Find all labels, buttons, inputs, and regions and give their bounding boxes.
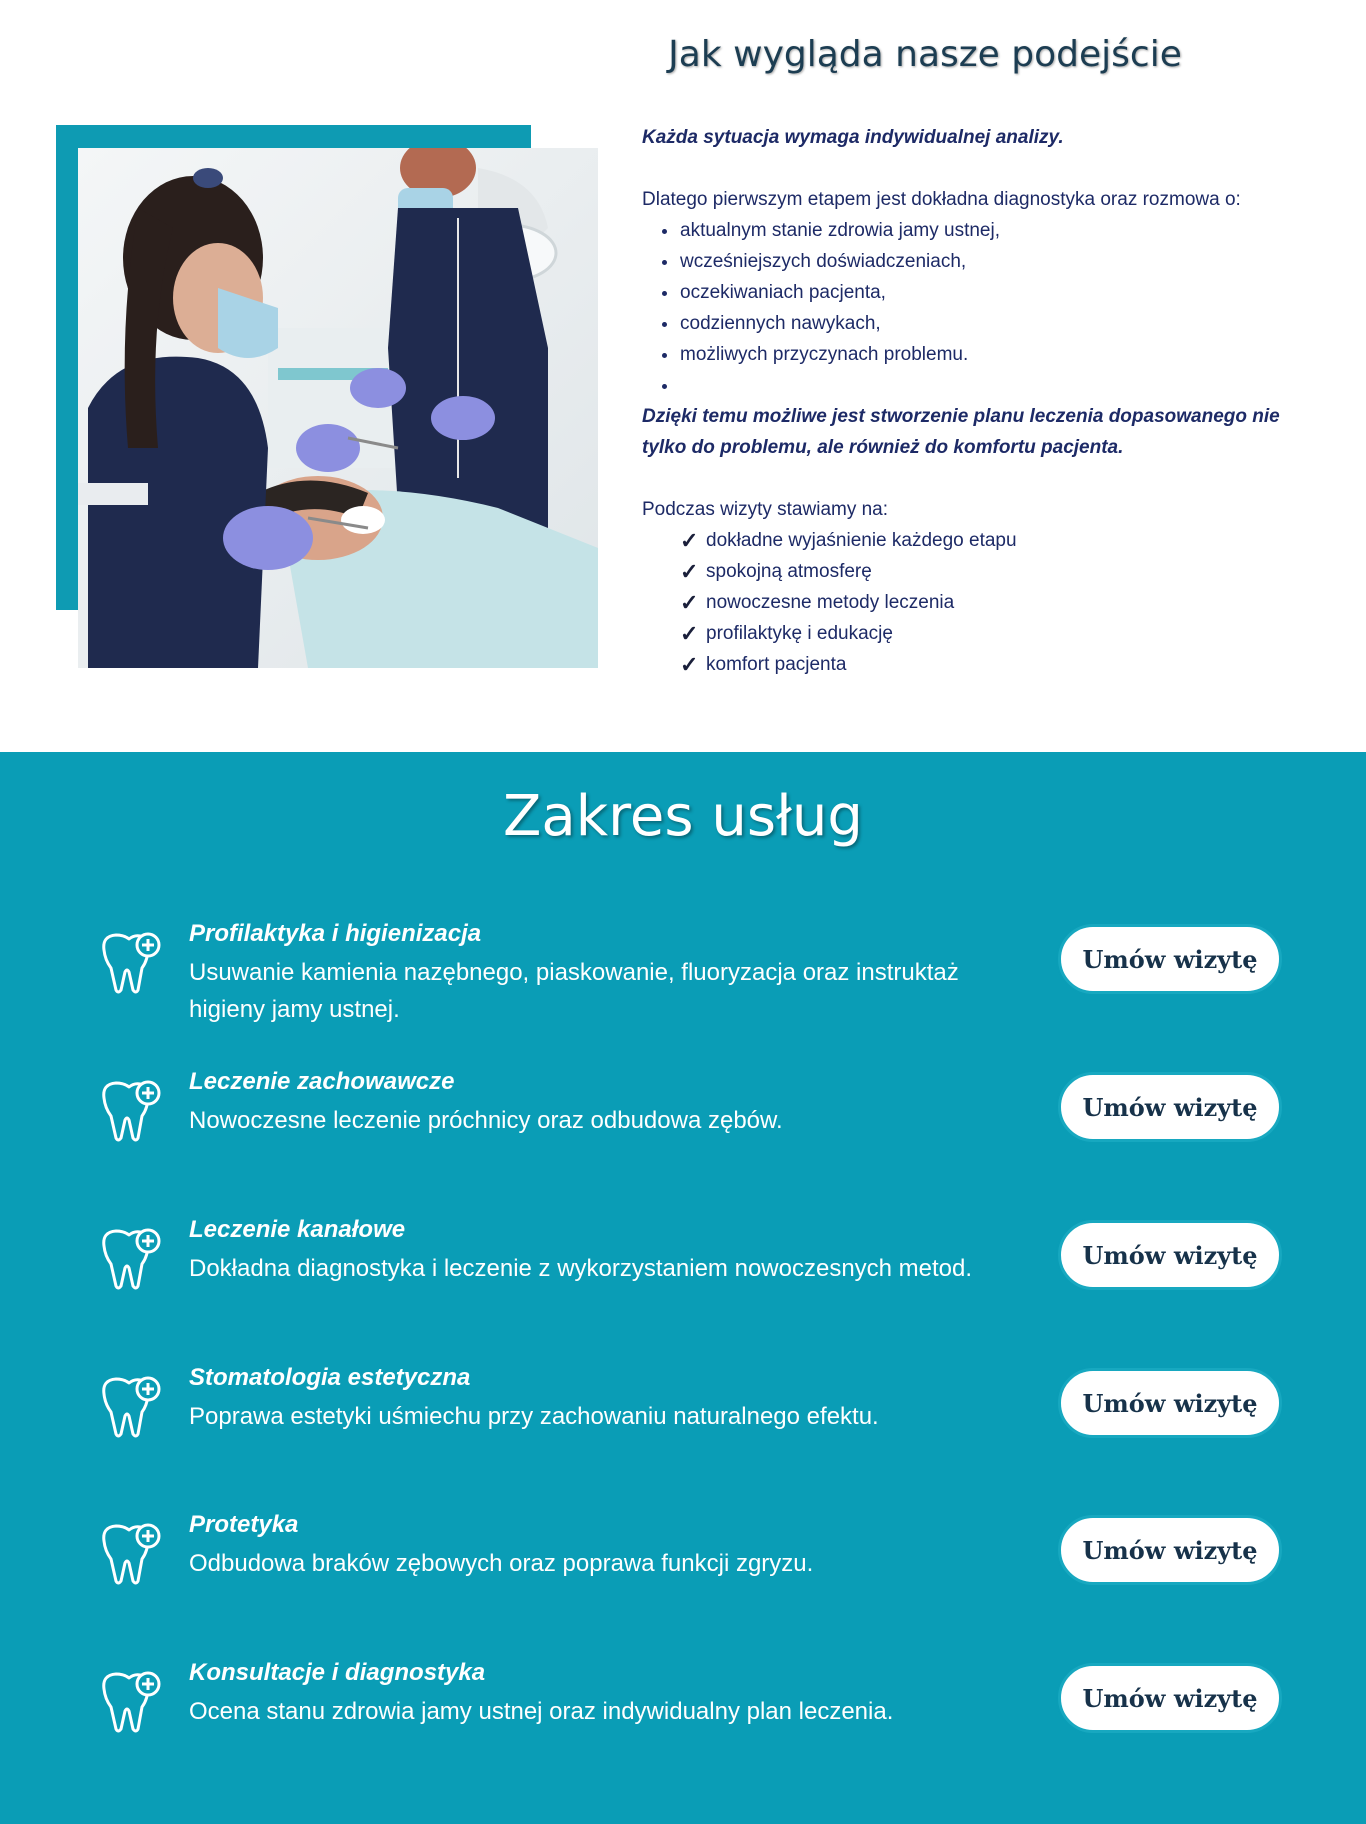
tooth-plus-icon bbox=[96, 928, 166, 998]
service-description: Ocena stanu zdrowia jamy ustnej oraz indywidualny plan leczenia. bbox=[189, 1698, 894, 1725]
approach-title: Jak wygląda nasze podejście bbox=[668, 34, 1182, 75]
tooth-plus-icon bbox=[96, 1667, 166, 1737]
visit-point-label: profilaktykę i edukację bbox=[706, 623, 893, 644]
visit-point-label: komfort pacjenta bbox=[706, 654, 847, 675]
book-visit-button[interactable]: Umów wizytę bbox=[1058, 1663, 1282, 1733]
visit-points-list bbox=[642, 525, 1322, 680]
list-item: • codziennych nawykach, bbox=[679, 308, 1322, 339]
service-item-aesthetic bbox=[0, 1364, 1366, 1484]
book-visit-button[interactable]: Umów wizytę bbox=[1058, 924, 1282, 994]
services-title: Zakres usług bbox=[503, 784, 863, 849]
list-item bbox=[679, 649, 1322, 680]
service-name: Leczenie kanałowe bbox=[189, 1216, 406, 1243]
book-visit-button[interactable]: Umów wizytę bbox=[1058, 1220, 1282, 1290]
check-icon: ✓ bbox=[680, 621, 699, 646]
check-icon: ✓ bbox=[680, 559, 699, 584]
service-description: Odbudowa braków zębowych oraz poprawa funkcji zgryzu. bbox=[189, 1550, 814, 1577]
list-item: • wcześniejszych doświadczeniach, bbox=[679, 246, 1322, 277]
list-item-empty bbox=[679, 370, 1322, 401]
tooth-plus-icon bbox=[96, 1372, 166, 1442]
visit-point-label: nowoczesne metody leczenia bbox=[706, 592, 955, 613]
approach-lead: Każda sytuacja wymaga indywidualnej analizy. bbox=[642, 127, 1064, 148]
service-description: Usuwanie kamienia nazębnego, piaskowanie, fluoryzacja oraz instruktaż higieny jamy ustnej. bbox=[189, 959, 959, 1023]
service-item-prophylaxis bbox=[0, 920, 1366, 1040]
book-visit-button[interactable]: Umów wizytę bbox=[1058, 1072, 1282, 1142]
dentist-photo bbox=[78, 148, 598, 668]
service-description: Dokładna diagnostyka i leczenie z wykorzystaniem nowoczesnych metod. bbox=[189, 1255, 973, 1282]
check-icon: ✓ bbox=[680, 528, 699, 553]
visit-point-label: spokojną atmosferę bbox=[706, 561, 872, 582]
service-name: Protetyka bbox=[189, 1511, 299, 1538]
service-name: Leczenie zachowawcze bbox=[189, 1068, 455, 1095]
approach-description bbox=[642, 122, 1322, 680]
service-item-prosthetics bbox=[0, 1511, 1366, 1631]
tooth-plus-icon bbox=[96, 1519, 166, 1589]
tooth-plus-icon bbox=[96, 1224, 166, 1294]
list-item: • możliwych przyczynach problemu. bbox=[679, 339, 1322, 370]
service-name: Stomatologia estetyczna bbox=[189, 1364, 471, 1391]
approach-section bbox=[0, 0, 1366, 752]
list-item: • oczekiwaniach pacjenta, bbox=[679, 277, 1322, 308]
list-item: • aktualnym stanie zdrowia jamy ustnej, bbox=[679, 215, 1322, 246]
service-description: Nowoczesne leczenie próchnicy oraz odbudowa zębów. bbox=[189, 1107, 783, 1134]
book-visit-button[interactable]: Umów wizytę bbox=[1058, 1368, 1282, 1438]
visit-intro: Podczas wizyty stawiamy na: bbox=[642, 499, 889, 520]
approach-intro: Dlatego pierwszym etapem jest dokładna diagnostyka oraz rozmowa o: bbox=[642, 189, 1241, 210]
check-icon: ✓ bbox=[680, 652, 699, 677]
tooth-plus-icon bbox=[96, 1076, 166, 1146]
list-item bbox=[679, 556, 1322, 587]
book-visit-button[interactable]: Umów wizytę bbox=[1058, 1515, 1282, 1585]
list-item bbox=[679, 618, 1322, 649]
service-item-root-canal bbox=[0, 1216, 1366, 1336]
service-item-consultations bbox=[0, 1659, 1366, 1779]
services-section bbox=[0, 752, 1366, 1824]
approach-summary: Dzięki temu możliwe jest stworzenie planu leczenia dopasowanego nie tylko do problemu, ale również do komfortu pacjenta. bbox=[642, 406, 1280, 458]
service-item-conservative bbox=[0, 1068, 1366, 1188]
list-item bbox=[679, 587, 1322, 618]
service-name: Konsultacje i diagnostyka bbox=[189, 1659, 486, 1686]
list-item bbox=[679, 525, 1322, 556]
diagnostic-topics-list bbox=[642, 215, 1322, 401]
service-description: Poprawa estetyki uśmiechu przy zachowaniu naturalnego efektu. bbox=[189, 1403, 879, 1430]
check-icon: ✓ bbox=[680, 590, 699, 615]
visit-point-label: dokładne wyjaśnienie każdego etapu bbox=[706, 530, 1017, 551]
service-name: Profilaktyka i higienizacja bbox=[189, 920, 482, 947]
